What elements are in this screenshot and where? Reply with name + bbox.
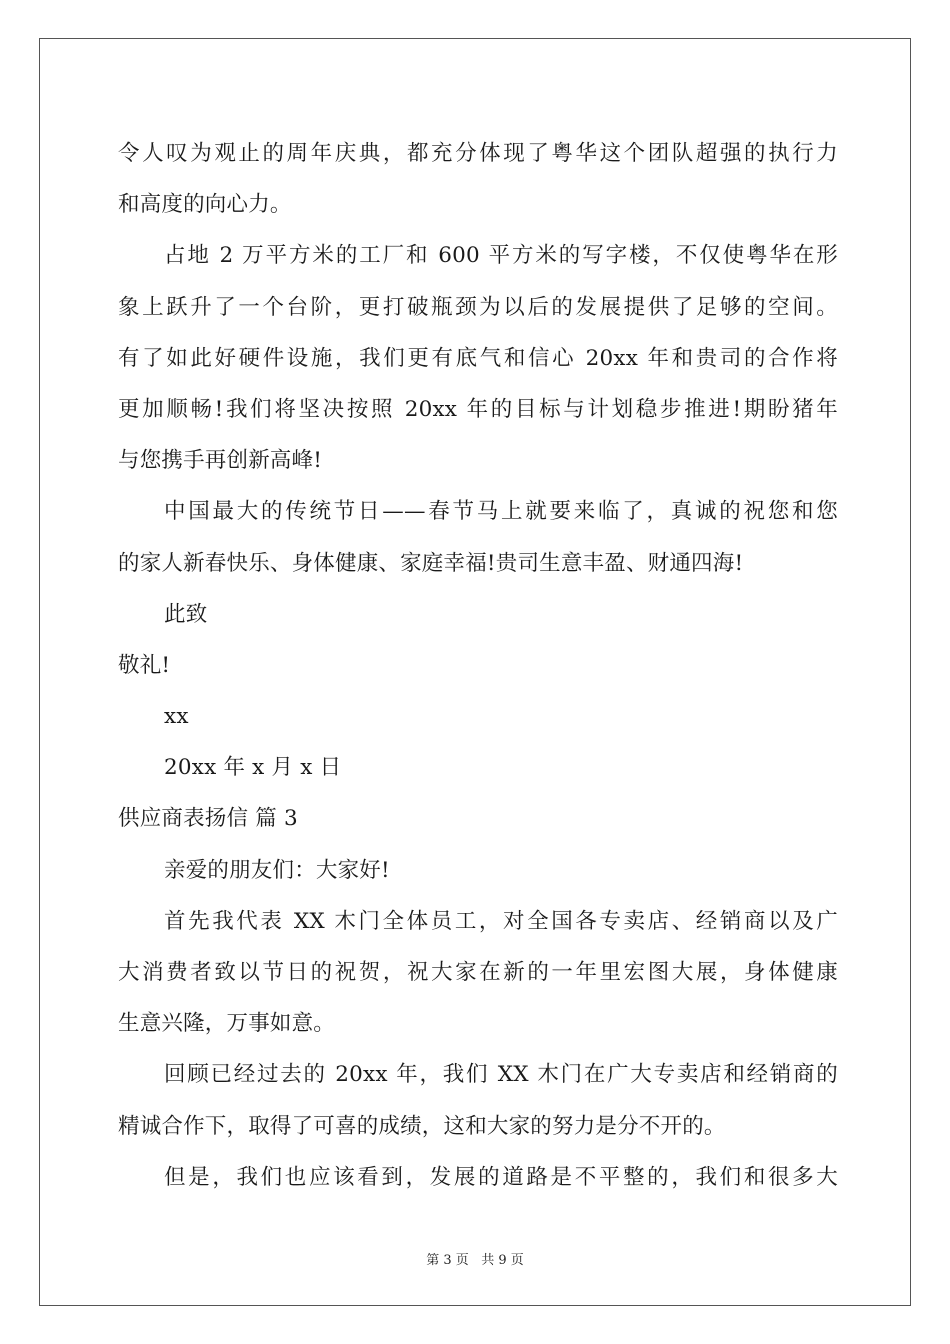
document-body: [118, 128, 838, 1203]
text-line: 回顾已经过去的 20xx 年，我们 XX 木门在广大专卖店和经销商的: [164, 1062, 838, 1088]
text-line: 精诚合作下，取得了可喜的成绩，这和大家的努力是分不开的。: [118, 1113, 726, 1139]
text-line: 中国最大的传统节日——春节马上就要来临了，真诚的祝您和您: [164, 499, 838, 525]
text-line: 有了如此好硬件设施，我们更有底气和信心 20xx 年和贵司的合作将: [118, 345, 838, 371]
section-heading: 供应商表扬信 篇 3: [118, 806, 298, 832]
greeting-line: 亲爱的朋友们：大家好!: [164, 857, 390, 883]
text-line: 和高度的向心力。: [118, 192, 292, 218]
signature-date: 20xx 年 x 月 x 日: [164, 755, 342, 781]
signature-name: xx: [164, 704, 189, 730]
text-line: 更加顺畅!我们将坚决按照 20xx 年的目标与计划稳步推进!期盼猪年: [118, 396, 838, 422]
salutation-line: 此致: [164, 601, 208, 627]
text-line: 大消费者致以节日的祝贺，祝大家在新的一年里宏图大展，身体健康: [118, 960, 838, 985]
closing-line: 敬礼!: [118, 652, 171, 678]
text-line: 与您携手再创新高峰!: [118, 448, 323, 474]
page-number-footer: 第 3 页 共 9 页: [426, 1253, 524, 1268]
text-line: 令人叹为观止的周年庆典，都充分体现了粤华这个团队超强的执行力: [118, 141, 838, 166]
text-line: 占地 2 万平方米的工厂和 600 平方米的写字楼，不仅使粤华在形: [164, 243, 838, 269]
text-line: 首先我代表 XX 木门全体员工，对全国各专卖店、经销商以及广: [164, 908, 838, 934]
text-line: 象上跃升了一个台阶，更打破瓶颈为以后的发展提供了足够的空间。: [118, 294, 838, 320]
text-line: 的家人新春快乐、身体健康、家庭幸福!贵司生意丰盈、财通四海!: [118, 550, 744, 576]
text-line: 但是，我们也应该看到，发展的道路是不平整的，我们和很多大: [164, 1164, 838, 1190]
text-line: 生意兴隆，万事如意。: [118, 1011, 336, 1037]
